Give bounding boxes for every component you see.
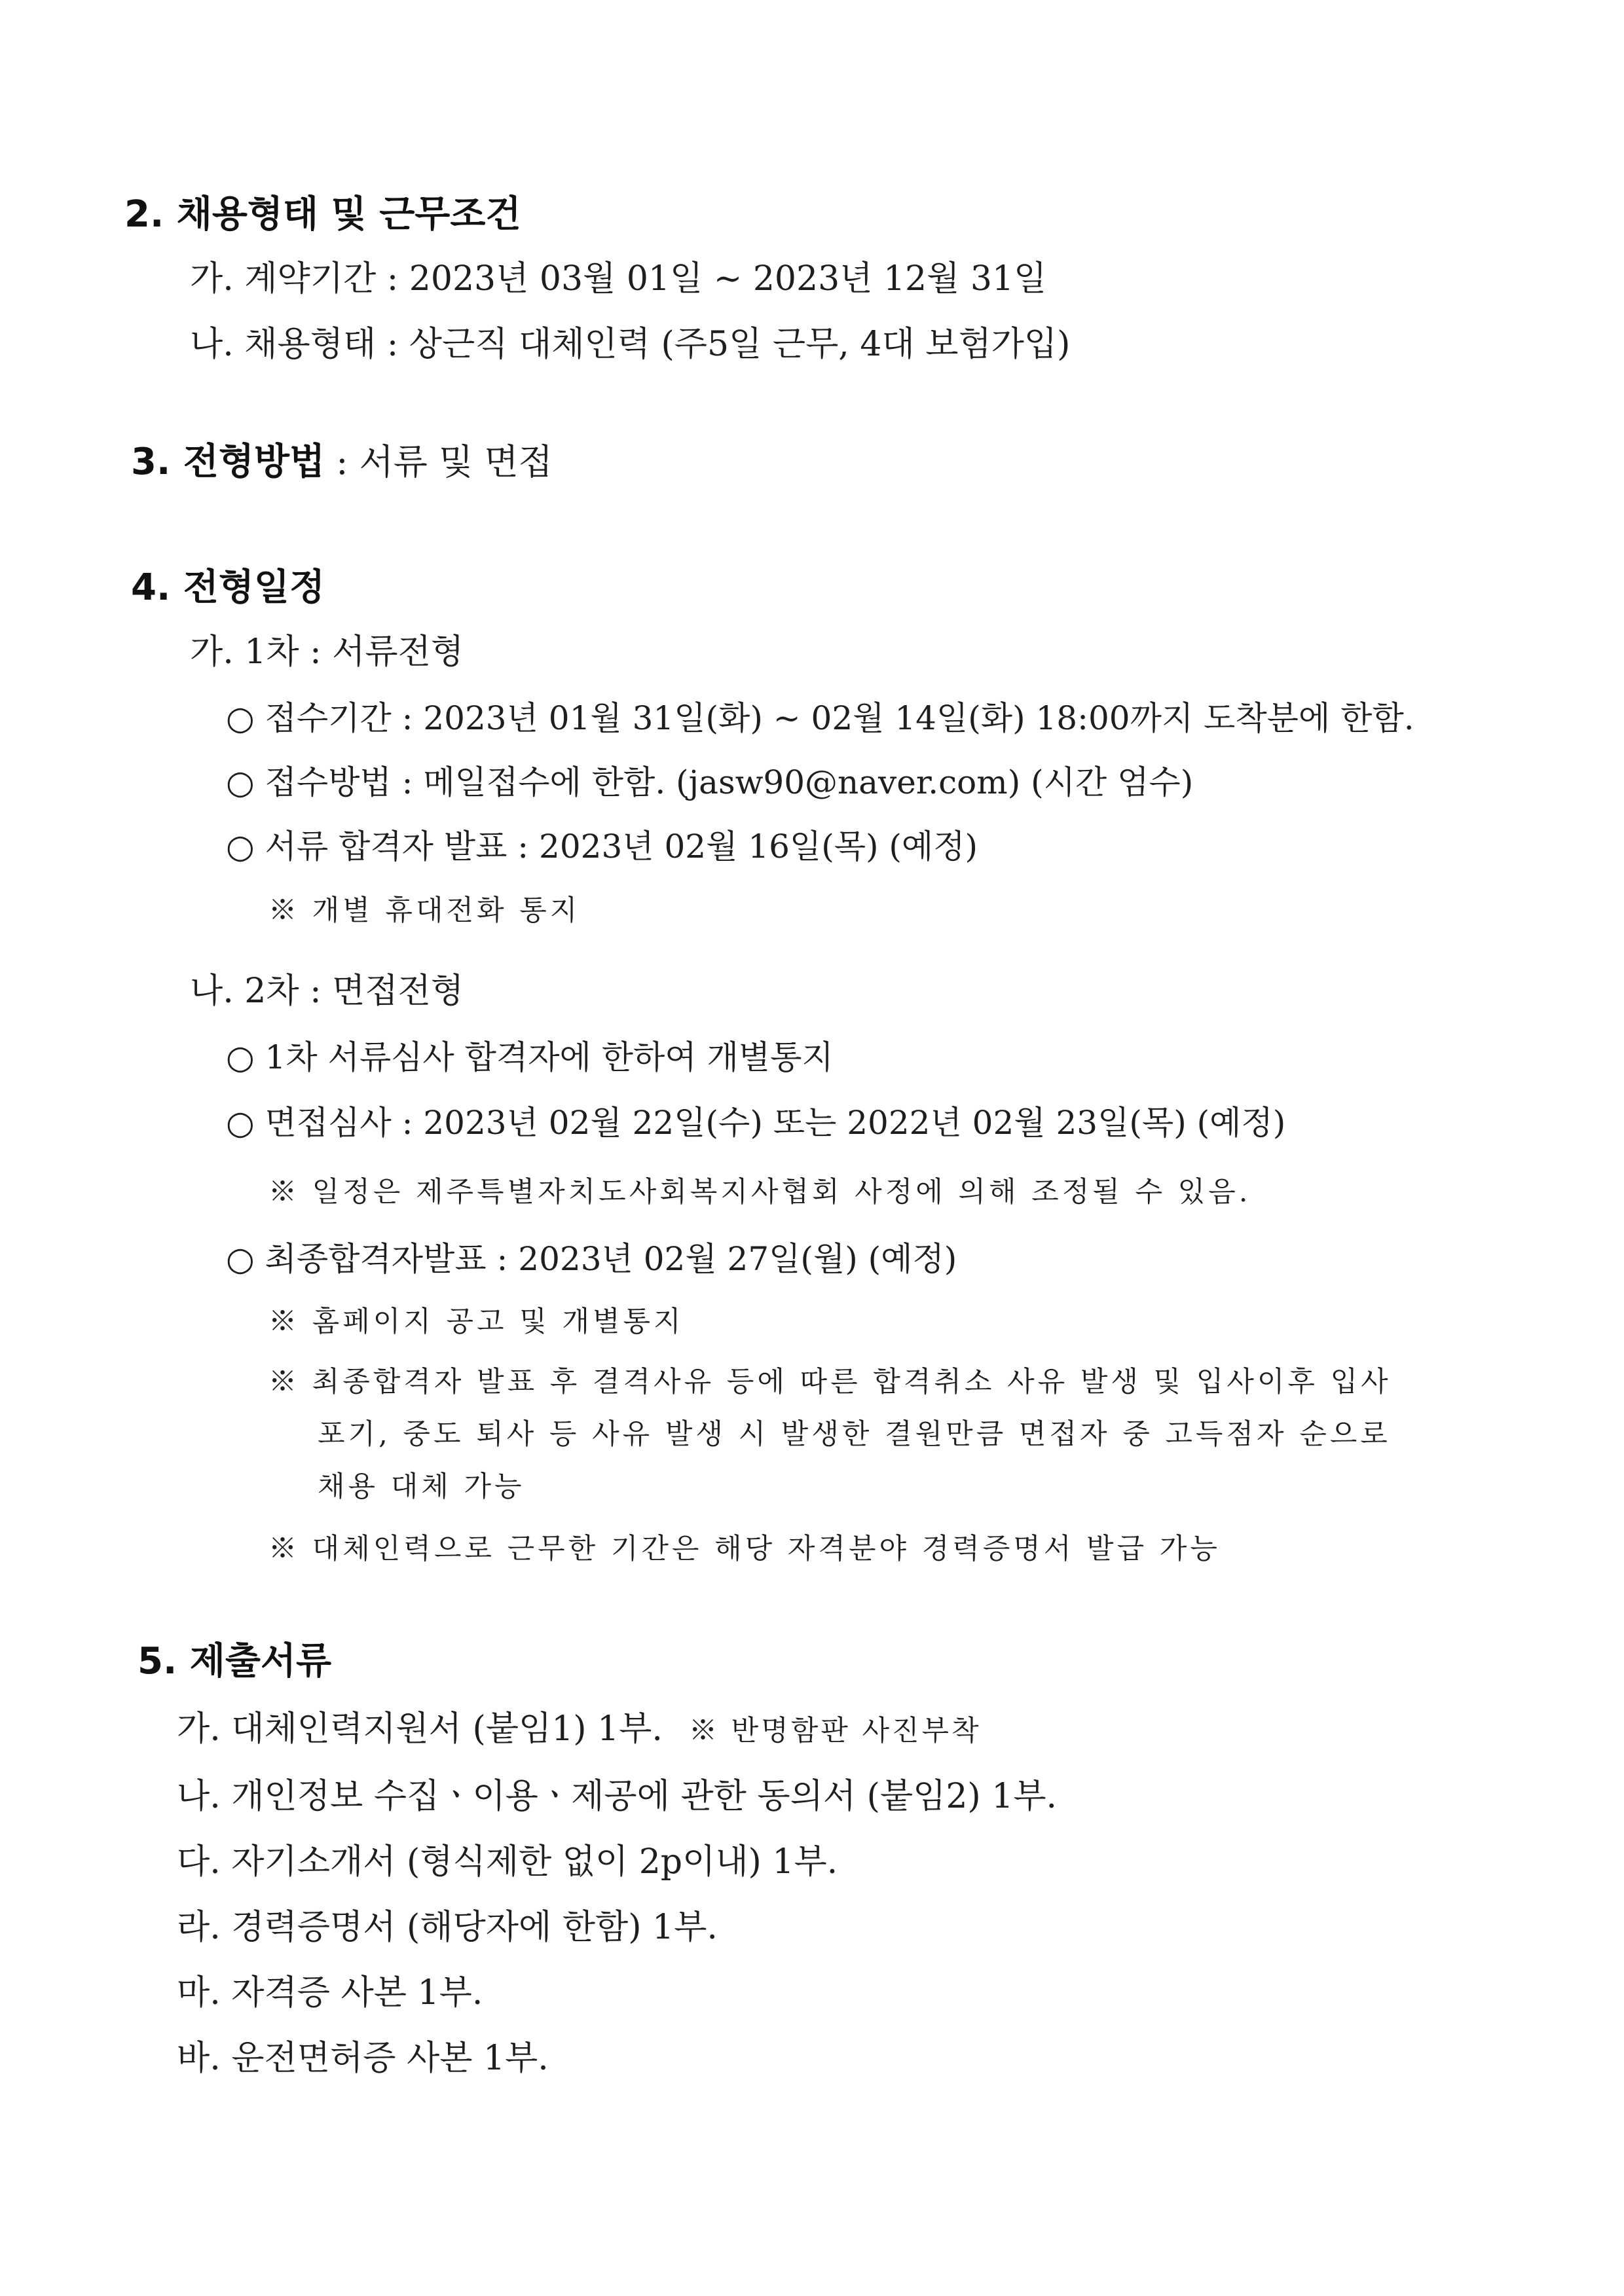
document-item-application-text: 가. 대체인력지원서 (붙임1) 1부.	[177, 1709, 663, 1749]
final-note-homepage: ※ 홈페이지 공고 및 개별통지	[268, 1305, 684, 1338]
final-result-announcement: ○ 최종합격자발표 : 2023년 02월 27일(월) (예정)	[226, 1240, 957, 1278]
schedule-adjustment-note: ※ 일정은 제주특별자치도사회복지사협회 사정에 의해 조정될 수 있음.	[268, 1176, 1251, 1209]
document-item-career-certificate: 라. 경력증명서 (해당자에 한함) 1부.	[177, 1908, 718, 1947]
selection-method-label: 3. 전형방법	[131, 441, 325, 483]
final-note-replacement-line2: 포기, 중도 퇴사 등 사유 발생 시 발생한 결원만큼 면접자 중 고득점자 순으로	[318, 1418, 1391, 1451]
final-note-career-certificate: ※ 대체인력으로 근무한 기간은 해당 자격분야 경력증명서 발급 가능	[268, 1533, 1221, 1565]
document-result-announcement: ○ 서류 합격자 발표 : 2023년 02월 16일(목) (예정)	[226, 828, 978, 866]
document-item-consent: 나. 개인정보 수집ㆍ이용ㆍ제공에 관한 동의서 (붙임2) 1부.	[177, 1777, 1058, 1816]
step2-notice: ○ 1차 서류심사 합격자에 한하여 개별통지	[226, 1038, 834, 1076]
employment-type: 나. 채용형태 : 상근직 대체인력 (주5일 근무, 4대 보험가입)	[190, 325, 1071, 364]
step1-note: ※ 개별 휴대전화 통지	[268, 894, 581, 927]
selection-method-value: : 서류 및 면접	[325, 441, 553, 483]
application-period: ○ 접수기간 : 2023년 01월 31일(화) ~ 02월 14일(화) 18:00까지 도착분에 한함.	[226, 699, 1414, 737]
photo-note: ※ 반명함판 사진부착	[688, 1715, 982, 1747]
document-item-license-copy: 마. 자격증 사본 1부.	[177, 1973, 483, 2013]
section-heading-employment: 2. 채용형태 및 근무조건	[124, 193, 521, 236]
document-item-self-introduction: 다. 자기소개서 (형식제한 없이 2p이내) 1부.	[177, 1842, 838, 1882]
final-note-replacement-line3: 채용 대체 가능	[318, 1470, 525, 1503]
section-heading-selection-method	[131, 441, 553, 483]
interview-date: ○ 면접심사 : 2023년 02월 22일(수) 또는 2022년 02월 23일(목) (예정)	[226, 1104, 1286, 1142]
step1-title: 가. 1차 : 서류전형	[190, 632, 464, 672]
section-heading-schedule: 4. 전형일정	[131, 566, 325, 609]
contract-period: 가. 계약기간 : 2023년 03월 01일 ~ 2023년 12월 31일	[190, 259, 1047, 299]
document-item-driver-license: 바. 운전면허증 사본 1부.	[177, 2039, 549, 2078]
document-item-application	[177, 1709, 982, 1749]
final-note-replacement-line1: ※ 최종합격자 발표 후 결격사유 등에 따른 합격취소 사유 발생 및 입사이후 입사	[268, 1366, 1392, 1398]
application-method: ○ 접수방법 : 메일접수에 한함. (jasw90@naver.com) (시간 엄수)	[226, 763, 1194, 801]
section-heading-documents: 5. 제출서류	[138, 1640, 332, 1683]
step2-title: 나. 2차 : 면접전형	[190, 972, 464, 1011]
